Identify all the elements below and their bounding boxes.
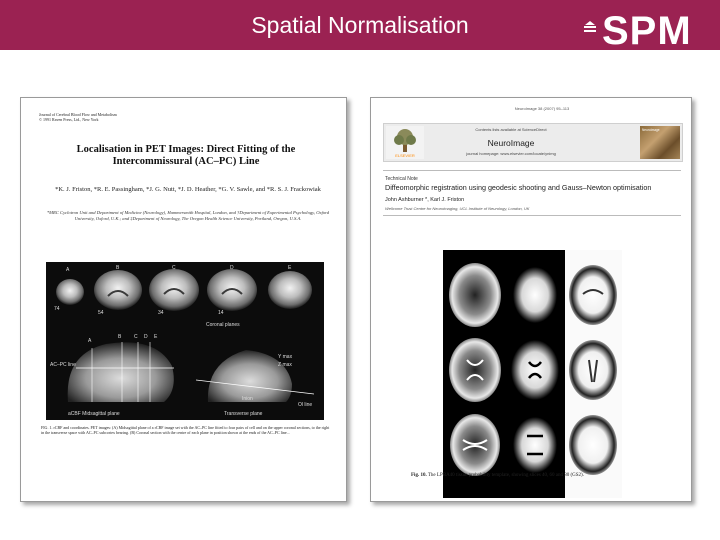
figure-caption: FIG. 1. rCBF and coordinates. PET images: (A) Midsagittal plane of a rCBF image set with the AC–PC line fitted to four pairs of cell and on the upper coronal sections, to the right in the transverse space with AC–PC subcortex bearing. (B) Coronal section with the centre of each plane in position shown at the ends of the AC–PC line...	[41, 425, 330, 435]
journal-reference	[39, 112, 159, 122]
journal-homepage: journal homepage: www.elsevier.com/locate/ynimg	[466, 151, 556, 156]
article-title: Diffeomorphic registration using geodesic shooting and Gauss–Newton optimisation	[385, 183, 652, 192]
spm-logo	[580, 9, 710, 53]
caption-label: Fig. 10.	[411, 473, 427, 478]
journal-publisher: © 1991 Raven Press, Ltd., New York	[39, 117, 99, 122]
slice-number-74: 74	[54, 306, 60, 312]
paper-affiliation: *MRC Cyclotron Unit and Department of Medicine (Neurology), Hammersmith Hospital, London, and †Department of Experimental Psychology, Oxford University, Oxford, U.K.; and ‡Department of Neurology, The Oregon Health Science University, Portland, Oregon, U.S.A.	[46, 210, 330, 221]
divider-top	[383, 170, 681, 171]
sagittal-slice	[68, 342, 174, 402]
article-affiliation: Wellcome Trust Centre for Neuroimaging, UCL Institute of Neurology, London, UK	[385, 206, 530, 211]
paper-authors: *K. J. Friston, *R. E. Passingham, *J. G. Nutt, *J. D. Heather, *G. V. Sawle, and *R. S. J. Frackowiak	[55, 186, 321, 193]
divider-bottom	[383, 215, 681, 216]
sagittal-letter-e: E	[154, 334, 158, 340]
ac-pc-line-label: AC–PC line	[50, 362, 76, 368]
mid-sagittal-label: aCBF Midsagittal plane	[68, 411, 120, 417]
coronal-slice-1	[56, 279, 84, 305]
fig-letter-e: E	[288, 265, 292, 271]
tissue-template-graphic	[443, 250, 622, 498]
gm-slice-40	[449, 263, 501, 327]
z-max-label: Z max	[278, 362, 292, 368]
slice-number-54: 54	[98, 310, 104, 316]
slide-title: Spatial Normalisation	[251, 12, 469, 38]
article-authors: John Ashburner *, Karl J. Friston	[385, 197, 465, 203]
cover-title: NeuroImage	[642, 128, 660, 132]
journal-banner	[383, 123, 683, 162]
elsevier-wordmark: ELSEVIER	[395, 153, 415, 158]
transverse-plane-label: Transverse plane	[224, 411, 263, 417]
paper-title: Localisation in PET Images: Direct Fitting of the Intercommissural (AC–PC) Line	[76, 144, 296, 167]
fig-letter-a: A	[66, 267, 70, 273]
fig-letter-c: C	[172, 265, 176, 271]
figure-caption	[411, 473, 681, 478]
journal-reference: NeuroImage 38 (2007) 95–113	[514, 106, 570, 111]
header-bar	[0, 0, 720, 53]
fig-letter-b: B	[116, 265, 120, 271]
elsevier-logo	[386, 126, 424, 159]
ol-line-label: Ol line	[298, 402, 313, 408]
csf-slice-60	[569, 340, 617, 400]
journal-name: NeuroImage	[487, 138, 535, 148]
elsevier-tree-icon	[386, 126, 424, 159]
slice-number-34: 34	[158, 310, 164, 316]
contents-line: Contents lists available at ScienceDirect	[475, 127, 547, 132]
coronal-planes-label: Coronal planes	[206, 322, 240, 328]
y-max-label: Y max	[278, 354, 293, 360]
sagittal-letter-c: C	[134, 334, 138, 340]
coronal-slice-5	[268, 271, 312, 309]
paper-ashburner-2007	[370, 97, 692, 502]
wm-slice-40	[513, 267, 557, 323]
csf-slice-40	[569, 265, 617, 325]
logo-mark-icon	[583, 21, 597, 33]
csf-slice-80	[569, 415, 617, 475]
sagittal-letter-a: A	[88, 338, 92, 344]
article-type: Technical Note	[385, 176, 418, 182]
pet-figure-graphic	[46, 262, 324, 420]
paper-friston-1991	[20, 97, 347, 502]
slice-number-14: 14	[218, 310, 224, 316]
sagittal-letter-d: D	[144, 334, 148, 340]
journal-name: Journal of Cerebral Blood Flow and Metabolism	[39, 112, 117, 117]
fig-letter-d: D	[230, 265, 234, 271]
tissue-template-figure	[443, 250, 622, 498]
caption-text: The LPBA40 tissue probability template, showing slices 40, 60 and 80 (GS2).	[427, 473, 584, 478]
pet-figure	[46, 262, 324, 420]
wm-slice-80	[513, 417, 557, 473]
inion-label: Inion	[242, 396, 253, 402]
gm-slice-60	[449, 338, 501, 402]
logo-text: SPM	[602, 9, 692, 53]
journal-cover-image	[640, 126, 680, 159]
wm-slice-60	[511, 340, 559, 400]
sagittal-letter-b: B	[118, 334, 122, 340]
